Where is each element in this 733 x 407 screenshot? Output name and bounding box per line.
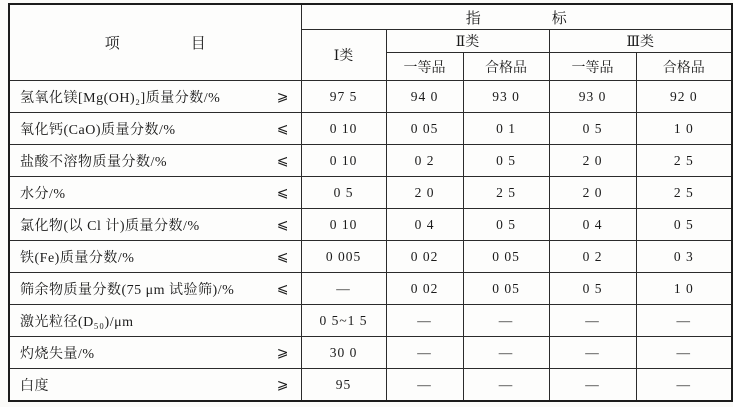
value-cell: 0 02 — [386, 273, 463, 305]
value-cell: 0 05 — [463, 241, 549, 273]
table-row — [9, 113, 732, 145]
value-cell: 2 0 — [549, 145, 636, 177]
value-cell: 0 05 — [463, 273, 549, 305]
value-cell: 30 0 — [301, 337, 386, 369]
value-cell: — — [549, 305, 636, 337]
item-cell — [9, 241, 301, 273]
value-cell: 0 2 — [549, 241, 636, 273]
class3-header: Ⅲ类 — [549, 30, 732, 53]
item-label: 筛余物质量分数(75 μm 试验筛)/% — [20, 282, 235, 298]
value-cell: 2 0 — [549, 177, 636, 209]
value-cell: 0 1 — [463, 113, 549, 145]
value-cell: 0 10 — [301, 113, 386, 145]
value-cell: — — [636, 369, 732, 402]
value-cell: 2 5 — [636, 145, 732, 177]
value-cell: — — [549, 337, 636, 369]
item-cell — [9, 113, 301, 145]
value-cell: 0 5 — [301, 177, 386, 209]
item-label: 氢氧化镁[Mg(OH)₂]质量分数/% — [20, 90, 221, 106]
value-cell: 1 0 — [636, 113, 732, 145]
comparison-symbol: ⩾ — [276, 88, 289, 105]
comparison-symbol: ⩽ — [276, 184, 289, 201]
item-label: 盐酸不溶物质量分数/% — [20, 154, 168, 170]
value-cell: 0 02 — [386, 241, 463, 273]
comparison-symbol: ⩽ — [276, 248, 289, 265]
value-cell: 2 5 — [463, 177, 549, 209]
value-cell: — — [386, 337, 463, 369]
item-label: 灼烧失量/% — [20, 346, 95, 362]
value-cell: — — [549, 369, 636, 402]
value-cell: 0 10 — [301, 209, 386, 241]
class3-grade2-header: 合格品 — [636, 53, 732, 81]
value-cell: 94 0 — [386, 81, 463, 113]
value-cell: 2 0 — [386, 177, 463, 209]
value-cell: 0 5~1 5 — [301, 305, 386, 337]
item-cell — [9, 305, 301, 337]
value-cell: 0 3 — [636, 241, 732, 273]
item-cell — [9, 177, 301, 209]
item-cell — [9, 273, 301, 305]
value-cell: — — [636, 305, 732, 337]
item-label: 白度 — [20, 378, 49, 394]
value-cell: — — [386, 305, 463, 337]
comparison-symbol: ⩽ — [276, 216, 289, 233]
value-cell: 0 10 — [301, 145, 386, 177]
value-cell: 0 5 — [463, 145, 549, 177]
table-row — [9, 177, 732, 209]
comparison-symbol: ⩾ — [276, 344, 289, 361]
value-cell: — — [463, 305, 549, 337]
comparison-symbol: ⩽ — [276, 152, 289, 169]
value-cell: 0 005 — [301, 241, 386, 273]
table-row — [9, 305, 732, 337]
class1-header: Ⅰ类 — [301, 30, 386, 81]
item-cell — [9, 209, 301, 241]
table-row — [9, 209, 732, 241]
class2-grade1-header: 一等品 — [386, 53, 463, 81]
value-cell: 0 4 — [386, 209, 463, 241]
header-row-1 — [9, 4, 732, 30]
table-row — [9, 81, 732, 113]
table-row — [9, 273, 732, 305]
comparison-symbol: ⩽ — [276, 120, 289, 137]
class2-grade2-header: 合格品 — [463, 53, 549, 81]
indicator-header-label: 指 标 — [465, 10, 595, 27]
value-cell: 93 0 — [549, 81, 636, 113]
value-cell: — — [386, 369, 463, 402]
indicator-column-group-header — [301, 4, 732, 30]
value-cell: — — [636, 337, 732, 369]
value-cell: 95 — [301, 369, 386, 402]
item-cell — [9, 369, 301, 402]
item-label: 铁(Fe)质量分数/% — [20, 250, 135, 266]
value-cell: — — [301, 273, 386, 305]
table-row — [9, 145, 732, 177]
value-cell: — — [463, 337, 549, 369]
value-cell: 0 2 — [386, 145, 463, 177]
value-cell: 0 5 — [549, 273, 636, 305]
value-cell: 2 5 — [636, 177, 732, 209]
value-cell: 97 5 — [301, 81, 386, 113]
class3-grade1-header: 一等品 — [549, 53, 636, 81]
value-cell: — — [463, 369, 549, 402]
item-cell — [9, 81, 301, 113]
specification-table — [8, 3, 733, 402]
value-cell: 0 05 — [386, 113, 463, 145]
item-label: 氧化钙(CaO)质量分数/% — [20, 122, 176, 138]
item-label: 氯化物(以 Cl 计)质量分数/% — [20, 218, 200, 234]
table-row — [9, 369, 732, 402]
value-cell: 1 0 — [636, 273, 732, 305]
value-cell: 0 5 — [636, 209, 732, 241]
value-cell: 92 0 — [636, 81, 732, 113]
item-cell — [9, 337, 301, 369]
comparison-symbol: ⩽ — [276, 280, 289, 297]
item-cell — [9, 145, 301, 177]
item-label: 水分/% — [20, 186, 66, 202]
value-cell: 93 0 — [463, 81, 549, 113]
table-body — [9, 81, 732, 402]
table-row — [9, 337, 732, 369]
comparison-symbol: ⩾ — [276, 376, 289, 393]
table-row — [9, 241, 732, 273]
item-column-header — [9, 4, 301, 81]
item-label: 激光粒径(D₅₀)/μm — [20, 314, 134, 330]
item-header-label: 项 目 — [104, 36, 234, 52]
class2-header: Ⅱ类 — [386, 30, 549, 53]
value-cell: 0 5 — [463, 209, 549, 241]
value-cell: 0 5 — [549, 113, 636, 145]
value-cell: 0 4 — [549, 209, 636, 241]
